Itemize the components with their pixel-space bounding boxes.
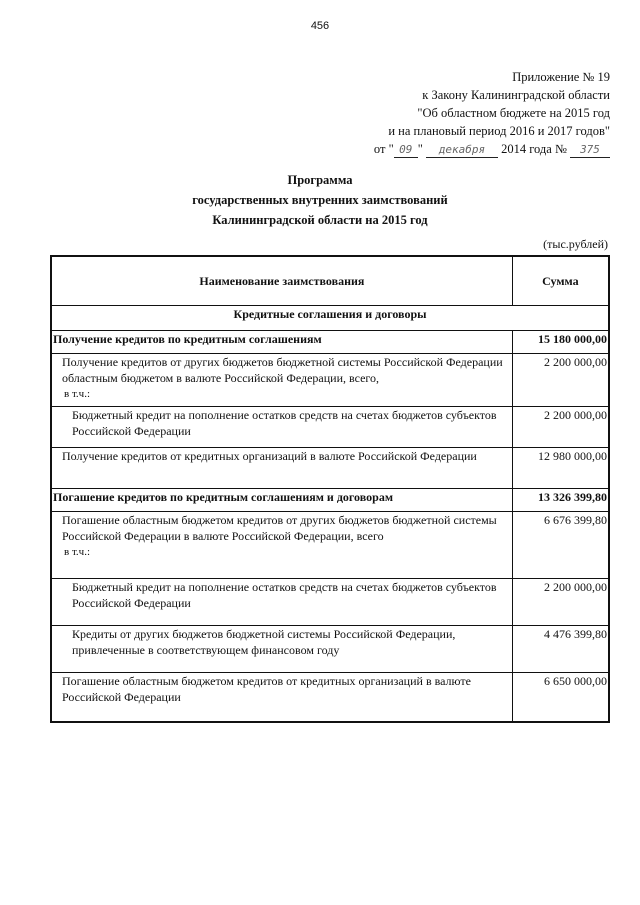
appendix-line-2: к Закону Калининградской области [422, 88, 610, 102]
appendix-line-1: Приложение № 19 [512, 70, 610, 84]
document-title [0, 170, 640, 230]
row-name: Погашение областным бюджетом кредитов от других бюджетов бюджетной системы Российской Федерации в валюте Российской Федерации, всего [62, 513, 497, 543]
quote-open: " [388, 142, 394, 156]
row-name: Бюджетный кредит на пополнение остатков средств на счетах бюджетов субъектов Российской Федерации [51, 407, 512, 448]
handwritten-day: 09 [394, 143, 418, 158]
table-row [51, 579, 609, 626]
appendix-line-3: "Об областном бюджете на 2015 год [417, 106, 610, 120]
title-line-2: государственных внутренних заимствований [192, 193, 448, 207]
header-sum: Сумма [512, 256, 609, 306]
appendix-line-4: и на плановый период 2016 и 2017 годов" [388, 124, 610, 138]
row-name-cell [51, 354, 512, 407]
appendix-block [374, 68, 610, 158]
borrowing-table [50, 255, 610, 723]
title-line-3: Калининградской области на 2015 год [212, 213, 428, 227]
units-label: (тыс.рублей) [543, 237, 608, 251]
table-row [51, 407, 609, 448]
row-sum: 2 200 000,00 [512, 579, 609, 626]
quote-close: " [417, 142, 423, 156]
row-sum: 2 200 000,00 [512, 407, 609, 448]
row-sum: 12 980 000,00 [512, 448, 609, 489]
row-subnote: в т.ч.: [64, 546, 91, 558]
page-number: 456 [310, 20, 330, 32]
row-name-cell [51, 512, 512, 579]
row-name: Получение кредитов от кредитных организаций в валюте Российской Федерации [51, 448, 512, 489]
header-name: Наименование заимствования [51, 256, 512, 306]
year-label: 2014 года № [501, 142, 567, 156]
section-row [51, 306, 609, 331]
table-row [51, 448, 609, 489]
handwritten-month: декабря [426, 143, 498, 158]
row-sum: 15 180 000,00 [512, 331, 609, 354]
row-sum: 2 200 000,00 [512, 354, 609, 407]
row-sum: 4 476 399,80 [512, 626, 609, 673]
law-date-line [374, 140, 610, 158]
table-header-row [51, 256, 609, 306]
row-name: Погашение кредитов по кредитным соглашениям и договорам [51, 489, 512, 512]
row-name: Погашение областным бюджетом кредитов от кредитных организаций в валюте Российской Федерации [51, 673, 512, 723]
from-label: от [373, 142, 386, 156]
title-line-1: Программа [287, 173, 353, 187]
row-name: Получение кредитов от других бюджетов бюджетной системы Российской Федерации областным бюджетом в валюте Российской Федерации, всего, [62, 355, 503, 385]
row-subnote: в т.ч.: [64, 388, 91, 400]
row-sum: 6 650 000,00 [512, 673, 609, 723]
section-title: Кредитные соглашения и договоры [51, 306, 609, 331]
table-row [51, 489, 609, 512]
handwritten-law-number: 375 [570, 143, 610, 158]
table-row [51, 331, 609, 354]
table-row [51, 673, 609, 723]
row-name: Получение кредитов по кредитным соглашениям [51, 331, 512, 354]
row-sum: 6 676 399,80 [512, 512, 609, 579]
row-name: Бюджетный кредит на пополнение остатков средств на счетах бюджетов субъектов Российской Федерации [51, 579, 512, 626]
table-row [51, 626, 609, 673]
table-row [51, 512, 609, 579]
table-row [51, 354, 609, 407]
row-sum: 13 326 399,80 [512, 489, 609, 512]
row-name: Кредиты от других бюджетов бюджетной системы Российской Федерации, привлеченные в соответствующем финансовом году [51, 626, 512, 673]
